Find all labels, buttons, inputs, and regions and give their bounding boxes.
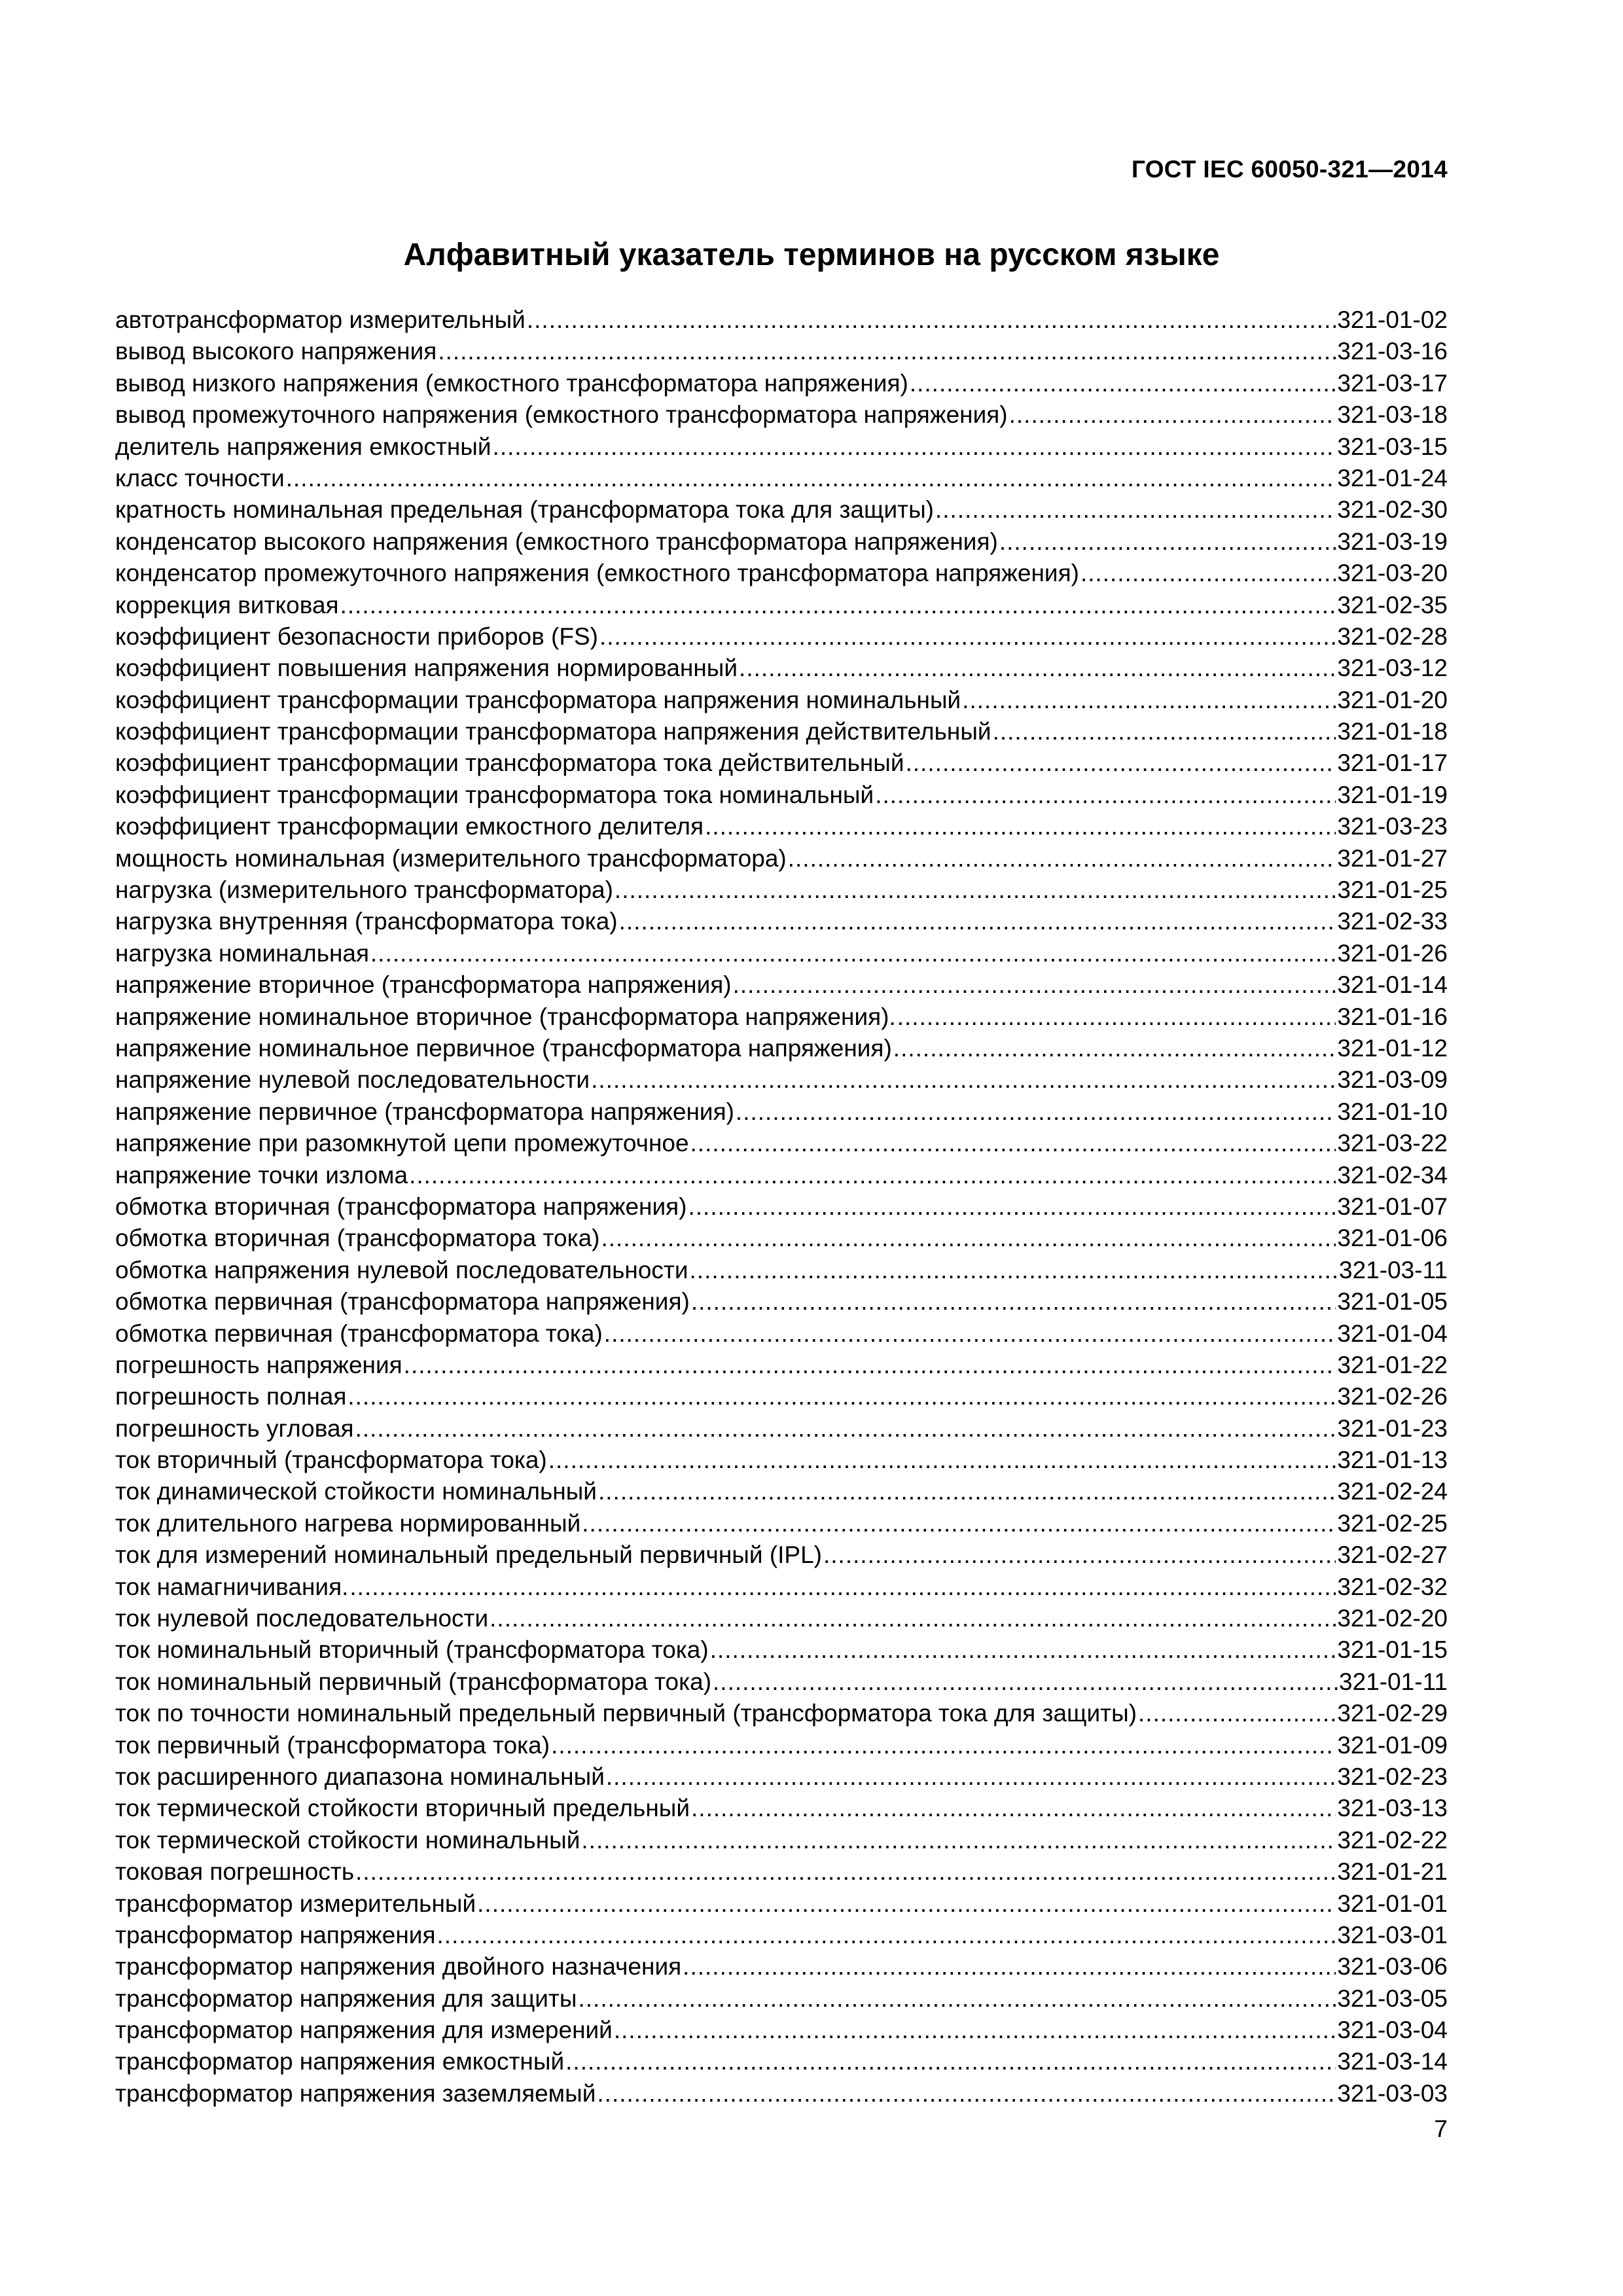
index-term: трансформатор напряжения для измерений [115,2017,613,2044]
index-entry [115,368,1448,399]
dot-leader [490,1603,1336,1634]
index-entry [115,621,1448,653]
index-term: обмотка первичная (трансформатора напряжения) [115,1288,690,1316]
index-entry [115,780,1448,811]
index-entry [115,1128,1448,1159]
index-term-code: 321-01-10 [1337,1098,1448,1125]
index-term-code: 321-03-18 [1337,401,1448,429]
index-term: коэффициент повышения напряжения нормированный [115,655,738,682]
index-term: трансформатор измерительный [115,1890,476,1917]
index-entry [115,1255,1448,1286]
dot-leader [404,1350,1336,1381]
index-entry [115,431,1448,463]
dot-leader [713,1666,1338,1698]
index-term: напряжение точки излома [115,1161,408,1189]
dot-leader [1009,399,1336,431]
index-term-code: 321-01-25 [1337,876,1448,904]
dot-leader [683,1951,1336,1982]
index-term-code: 321-02-20 [1337,1605,1448,1632]
index-term-code: 321-01-27 [1337,844,1448,872]
index-entry [115,558,1448,589]
dot-leader [551,1730,1336,1761]
index-entry [115,2015,1448,2046]
dot-leader [601,1223,1336,1254]
index-term-code: 321-03-12 [1337,655,1448,682]
index-term-code: 321-03-23 [1337,813,1448,840]
index-term: трансформатор напряжения для защиты [115,1984,577,2012]
index-term: нагрузка внутренняя (трансформатора тока) [115,908,618,935]
index-term-code: 321-02-28 [1337,622,1448,650]
index-term-code: 321-01-19 [1337,781,1448,808]
dot-leader [527,304,1336,336]
index-entry [115,1160,1448,1191]
index-term-code: 321-01-12 [1337,1034,1448,1062]
index-term-code: 321-02-35 [1337,591,1448,619]
index-term-code: 321-01-22 [1337,1351,1448,1378]
index-term: трансформатор напряжения [115,1921,436,1948]
index-term-code: 321-01-13 [1337,1446,1448,1474]
dot-leader [582,1508,1336,1539]
index-entry [115,1001,1448,1033]
dot-leader [355,1856,1336,1888]
index-term-code: 321-02-26 [1337,1383,1448,1410]
document-code: ГОСТ IEC 60050-321—2014 [1131,156,1448,183]
dot-leader [437,1920,1336,1951]
dot-leader [993,716,1336,747]
index-term-code: 321-03-14 [1337,2048,1448,2075]
index-term-code: 321-01-24 [1337,464,1448,492]
index-term: напряжение номинальное вторичное (трансформатора напряжения). [115,1003,896,1030]
index-term-code: 321-03-04 [1337,2017,1448,2044]
index-term: погрешность угловая [115,1414,354,1442]
dot-leader [591,1064,1336,1096]
dot-leader [710,1634,1336,1666]
index-entry [115,906,1448,937]
dot-leader [691,1793,1336,1824]
dot-leader [493,431,1336,463]
index-term: ток термической стойкости вторичный предельный [115,1795,690,1822]
dot-leader [370,938,1336,969]
index-entry [115,1888,1448,1920]
index-term: вывод высокого напряжения [115,338,437,365]
index-term: нагрузка номинальная [115,939,370,967]
index-term: коэффициент трансформации трансформатора тока номинальный [115,781,874,808]
index-term-code: 321-01-02 [1337,306,1448,333]
index-term: напряжение номинальное первичное (трансформатора напряжения) [115,1034,892,1062]
index-term-code: 321-02-33 [1337,908,1448,935]
index-term: трансформатор напряжения емкостный [115,2048,565,2075]
index-entry [115,938,1448,969]
index-term: напряжение нулевой последовательности [115,1066,590,1094]
index-term-code: 321-02-24 [1337,1478,1448,1505]
index-term: кратность номинальная предельная (трансформатора тока для защиты) [115,496,934,524]
index-term-code: 321-01-15 [1337,1636,1448,1664]
dot-leader [897,1001,1336,1033]
index-entry [115,1286,1448,1318]
index-term-code: 321-01-20 [1337,686,1448,713]
index-term-code: 321-01-18 [1337,718,1448,745]
index-term: ток номинальный вторичный (трансформатора тока) [115,1636,709,1664]
index-term: коэффициент трансформации трансформатора напряжения действительный [115,718,991,745]
index-entry [115,1064,1448,1096]
index-term: коэффициент безопасности приборов (FS) [115,622,598,650]
dot-leader [565,2046,1336,2077]
index-term: ток номинальный первичный (трансформатора тока) [115,1668,712,1695]
dot-leader [477,1888,1336,1920]
index-term: трансформатор напряжения двойного назначения [115,1953,682,1981]
index-term: мощность номинальная (измерительного трансформатора) [115,844,787,872]
index-entry [115,1951,1448,1982]
index-entry [115,1033,1448,1064]
index-term: делитель напряжения емкостный [115,433,491,460]
index-term-code: 321-03-11 [1339,1256,1448,1283]
index-term: погрешность полная [115,1383,347,1410]
index-term: ток для измерений номинальный предельный первичный (IPL) [115,1541,822,1569]
dot-leader [739,653,1336,684]
index-term: коэффициент трансформации трансформатора тока действительный [115,749,904,777]
dot-leader [606,1761,1336,1793]
index-entry [115,1793,1448,1824]
dot-leader [1080,558,1336,589]
index-entry [115,811,1448,842]
dot-leader [598,1476,1336,1507]
index-term-code: 321-03-20 [1337,560,1448,587]
index-term-code: 321-01-01 [1337,1890,1448,1917]
index-term: конденсатор промежуточного напряжения (емкостного трансформатора напряжения) [115,560,1079,587]
index-entry [115,1983,1448,2015]
index-term: трансформатор напряжения заземляемый [115,2079,596,2107]
index-entry [115,399,1448,431]
index-term-code: 321-03-09 [1337,1066,1448,1094]
dot-leader [348,1381,1336,1412]
index-term-code: 321-01-07 [1337,1193,1448,1220]
index-term-code: 321-02-32 [1337,1573,1448,1600]
index-term-code: 321-03-03 [1337,2079,1448,2107]
dot-leader [935,494,1336,526]
dot-leader [691,1286,1336,1318]
index-term-code: 321-01-16 [1337,1003,1448,1030]
dot-leader [1138,1698,1336,1729]
index-term-code: 321-03-17 [1337,369,1448,397]
index-term-code: 321-03-15 [1337,433,1448,460]
dot-leader [340,590,1336,621]
index-entry [115,716,1448,747]
index-term: автотрансформатор измерительный [115,306,526,333]
index-entry [115,1318,1448,1350]
term-index-list [115,304,1448,2109]
index-term-code: 321-02-30 [1337,496,1448,524]
index-term: коэффициент трансформации емкостного делителя [115,813,704,840]
dot-leader [581,1825,1336,1856]
index-term-code: 321-02-22 [1337,1826,1448,1854]
index-term: класс точности [115,464,285,492]
dot-leader [910,368,1336,399]
index-term-code: 321-03-13 [1337,1795,1448,1822]
index-term: ток длительного нагрева нормированный [115,1509,581,1537]
index-term: ток по точности номинальный предельный первичный (трансформатора тока для защиты) [115,1700,1137,1727]
dot-leader [604,1318,1336,1350]
index-entry [115,843,1448,874]
index-term: напряжение при разомкнутой цепи промежуточное [115,1130,689,1157]
index-entry [115,1191,1448,1223]
index-entry [115,1666,1448,1698]
index-entry [115,747,1448,779]
dot-leader [823,1539,1336,1571]
index-term-code: 321-01-09 [1337,1731,1448,1759]
index-term: обмотка напряжения нулевой последовательности [115,1256,688,1283]
index-entry [115,590,1448,621]
index-term-code: 321-02-29 [1337,1700,1448,1727]
index-term: ток динамической стойкости номинальный [115,1478,597,1505]
index-term-code: 321-01-05 [1337,1288,1448,1316]
index-term: обмотка первичная (трансформатора тока) [115,1319,603,1347]
index-term-code: 321-02-25 [1337,1509,1448,1537]
index-term-code: 321-02-34 [1337,1161,1448,1189]
index-term: токовая погрешность [115,1858,355,1886]
dot-leader [615,874,1336,906]
index-entry [115,1413,1448,1444]
page-title: Алфавитный указатель терминов на русском языке [403,238,1220,272]
dot-leader [788,843,1336,874]
dot-leader [999,526,1336,558]
dot-leader [349,1571,1336,1603]
index-entry [115,1096,1448,1128]
index-entry [115,336,1448,367]
index-term-code: 321-02-23 [1337,1763,1448,1790]
index-entry [115,1698,1448,1729]
dot-leader [597,2078,1336,2109]
index-entry [115,1634,1448,1666]
index-entry [115,1603,1448,1634]
page-number: 7 [1434,2115,1448,2142]
index-entry [115,1223,1448,1254]
dot-leader [736,1096,1336,1128]
index-term: ток вторичный (трансформатора тока) [115,1446,547,1474]
index-term: коррекция витковая [115,591,339,619]
index-term-code: 321-02-27 [1337,1541,1448,1569]
index-term-code: 321-01-06 [1337,1225,1448,1252]
index-term: ток намагничивания. [115,1573,349,1600]
index-entry [115,1825,1448,1856]
dot-leader [409,1160,1336,1191]
index-term: напряжение первичное (трансформатора напряжения) [115,1098,734,1125]
index-entry [115,304,1448,336]
index-term-code: 321-01-14 [1337,971,1448,999]
index-term-code: 321-03-05 [1337,1984,1448,2012]
index-entry [115,1730,1448,1761]
index-term-code: 321-01-04 [1337,1319,1448,1347]
dot-leader [286,463,1336,494]
index-entry [115,2078,1448,2109]
index-entry [115,653,1448,684]
index-entry [115,1761,1448,1793]
index-term-code: 321-03-06 [1337,1953,1448,1981]
index-entry [115,526,1448,558]
dot-leader [688,1191,1336,1223]
index-term: коэффициент трансформации трансформатора напряжения номинальный [115,686,961,713]
dot-leader [906,747,1336,779]
index-term: погрешность напряжения [115,1351,402,1378]
index-entry [115,1476,1448,1507]
index-term-code: 321-03-22 [1337,1130,1448,1157]
dot-leader [548,1444,1336,1476]
index-entry [115,494,1448,526]
index-term: нагрузка (измерительного трансформатора) [115,876,613,904]
index-entry [115,685,1448,716]
index-entry [115,2046,1448,2077]
dot-leader [705,811,1336,842]
dot-leader [690,1128,1336,1159]
index-term: ток нулевой последовательности [115,1605,489,1632]
dot-leader [614,2015,1336,2046]
index-entry [115,1539,1448,1571]
index-entry [115,874,1448,906]
dot-leader [578,1983,1336,2015]
dot-leader [733,969,1336,1001]
index-term-code: 321-01-26 [1337,939,1448,967]
index-term: обмотка вторичная (трансформатора тока) [115,1225,600,1252]
dot-leader [355,1413,1336,1444]
index-entry [115,463,1448,494]
dot-leader [599,621,1336,653]
index-entry [115,1920,1448,1951]
index-entry [115,969,1448,1001]
dot-leader [619,906,1336,937]
dot-leader [962,685,1336,716]
index-term-code: 321-03-19 [1337,528,1448,555]
index-term-code: 321-01-23 [1337,1414,1448,1442]
index-term-code: 321-01-11 [1339,1668,1448,1695]
index-term: вывод низкого напряжения (емкостного трансформатора напряжения) [115,369,908,397]
index-term-code: 321-01-21 [1337,1858,1448,1886]
index-term-code: 321-03-01 [1337,1921,1448,1948]
dot-leader [875,780,1336,811]
index-term: ток расширенного диапазона номинальный [115,1763,605,1790]
index-term: ток первичный (трансформатора тока) [115,1731,550,1759]
index-term-code: 321-01-17 [1337,749,1448,777]
index-entry [115,1350,1448,1381]
dot-leader [893,1033,1336,1064]
index-entry [115,1571,1448,1603]
index-entry [115,1444,1448,1476]
index-entry [115,1381,1448,1412]
index-term: обмотка вторичная (трансформатора напряжения) [115,1193,687,1220]
index-entry [115,1856,1448,1888]
index-entry [115,1508,1448,1539]
index-term: конденсатор высокого напряжения (емкостного трансформатора напряжения) [115,528,998,555]
index-term-code: 321-03-16 [1337,338,1448,365]
index-term: напряжение вторичное (трансформатора напряжения) [115,971,732,999]
index-term: вывод промежуточного напряжения (емкостного трансформатора напряжения) [115,401,1008,429]
dot-leader [438,336,1336,367]
index-term: ток термической стойкости номинальный [115,1826,580,1854]
dot-leader [690,1255,1338,1286]
